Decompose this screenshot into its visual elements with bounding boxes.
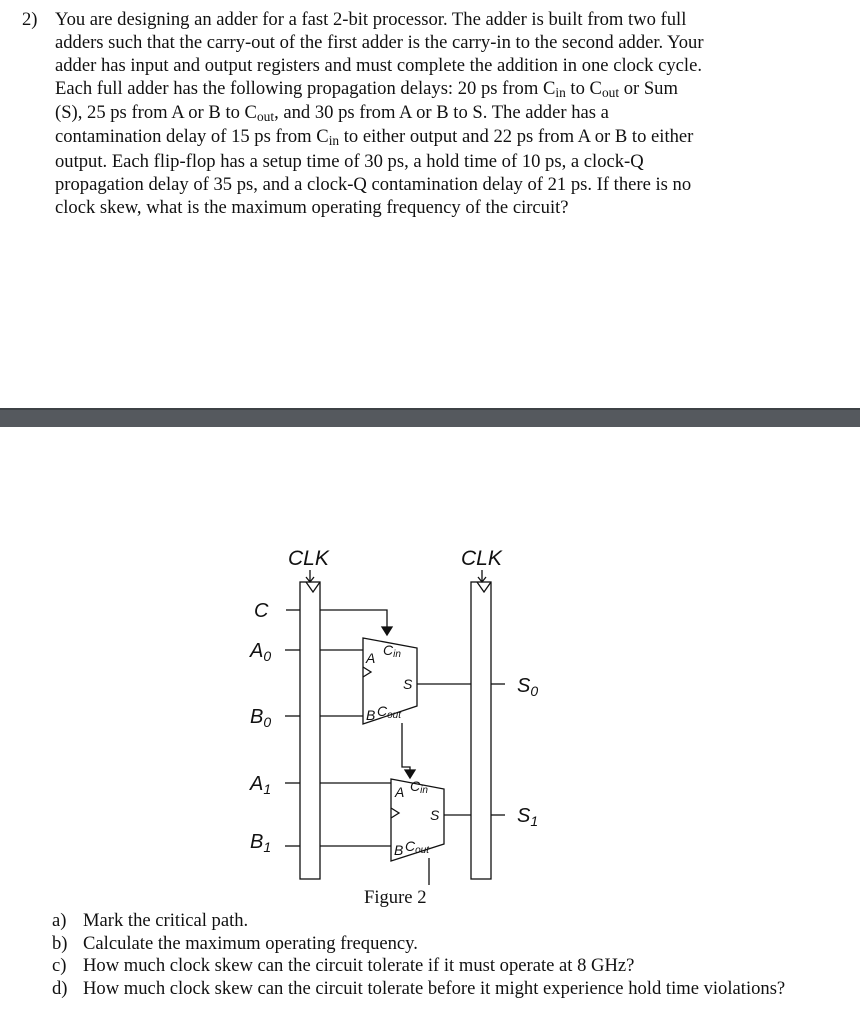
adder2-port-cin: Cin [410, 778, 428, 796]
output-register-clock-triangle [477, 582, 491, 592]
problem-line: adder has input and output registers and must complete the addition in one clock cycle. [55, 55, 702, 77]
clk-arrow-right [478, 570, 486, 582]
question-a [52, 910, 842, 933]
cin-arrow-adder2 [405, 770, 415, 778]
question-label: d) [52, 977, 68, 999]
adder1-port-b: B [366, 707, 376, 723]
input-label-a1: $A_1$ [250, 773, 272, 797]
adder1-port-a: A [366, 650, 376, 666]
adder1-port-cout: Cout [377, 703, 402, 721]
question-label: c) [52, 955, 67, 977]
clk-label-left: CLK [288, 547, 329, 570]
adder-circuit-figure [0, 530, 860, 920]
adder2-port-a: A [395, 784, 405, 800]
full-adder-1-clock-marker [363, 667, 371, 677]
question-list [52, 910, 842, 1000]
question-label: a) [52, 910, 67, 931]
wire-carry-chain [402, 723, 410, 771]
problem-line: adders such that the carry-out of the first adder is the carry-in to the second adder. Your [55, 32, 704, 54]
problem-line: output. Each flip-flop has a setup time of 30 ps, a hold time of 10 ps, a clock-Q [55, 150, 644, 172]
adder2-port-cout: Cout [405, 838, 430, 856]
adder1-port-cin: Cin [383, 642, 401, 660]
adder1-port-s: S [403, 676, 413, 692]
question-text: How much clock skew can the circuit tolerate if it must operate at 8 GHz? [83, 955, 635, 977]
problem-line: propagation delay of 35 ps, and a clock-Q contamination delay of 21 ps. If there is no [55, 173, 692, 195]
wire-cin-adder1 [320, 610, 387, 629]
figure-caption: Figure 2 [364, 887, 427, 908]
problem-statement [22, 8, 852, 219]
output-register [471, 582, 491, 879]
full-adder-2-clock-marker [391, 808, 399, 818]
problem-line: contamination delay of 15 ps from $C_{in}$ to either output and 22 ps from A or B to either [55, 126, 694, 149]
question-c [52, 955, 842, 978]
question-d [52, 978, 842, 1001]
question-text: Mark the critical path. [83, 910, 249, 931]
output-label-s0: $S_0$ [517, 675, 539, 699]
adder2-port-s: S [430, 807, 440, 823]
question-text: How much clock skew can the circuit tolerate before it might experience hold time violations? [83, 977, 786, 999]
input-label-b0: $B_0$ [250, 706, 272, 730]
output-label-s1: $S_1$ [517, 805, 539, 829]
clk-label-right: CLK [461, 547, 502, 570]
question-label: b) [52, 932, 68, 954]
clk-arrow-left [306, 570, 314, 582]
question-b [52, 933, 842, 956]
cin-arrow-adder1 [382, 627, 392, 635]
input-label-c: C [254, 600, 269, 622]
problem-line: clock skew, what is the maximum operating frequency of the circuit? [55, 196, 569, 218]
problem-line: (S), 25 ps from A or B to $C_{out}$, and 30 ps from A or B to S. The adder has a [55, 102, 609, 125]
problem-line: You are designing an adder for a fast 2-bit processor. The adder is built from two full [55, 9, 687, 30]
adder2-port-b: B [394, 842, 404, 858]
input-register-clock-triangle [306, 582, 320, 592]
input-label-a0: $A_0$ [250, 640, 272, 664]
input-register [300, 582, 320, 879]
problem-line: Each full adder has the following propagation delays: 20 ps from $C_{in}$ to $C_{out}$ or Sum [55, 78, 678, 101]
problem-number: 2) [22, 9, 38, 30]
problem-text [55, 8, 852, 219]
input-label-b1: $B_1$ [250, 831, 272, 855]
circuit-diagram [0, 530, 860, 920]
page-divider [0, 408, 860, 427]
question-text: Calculate the maximum operating frequency. [83, 932, 418, 954]
